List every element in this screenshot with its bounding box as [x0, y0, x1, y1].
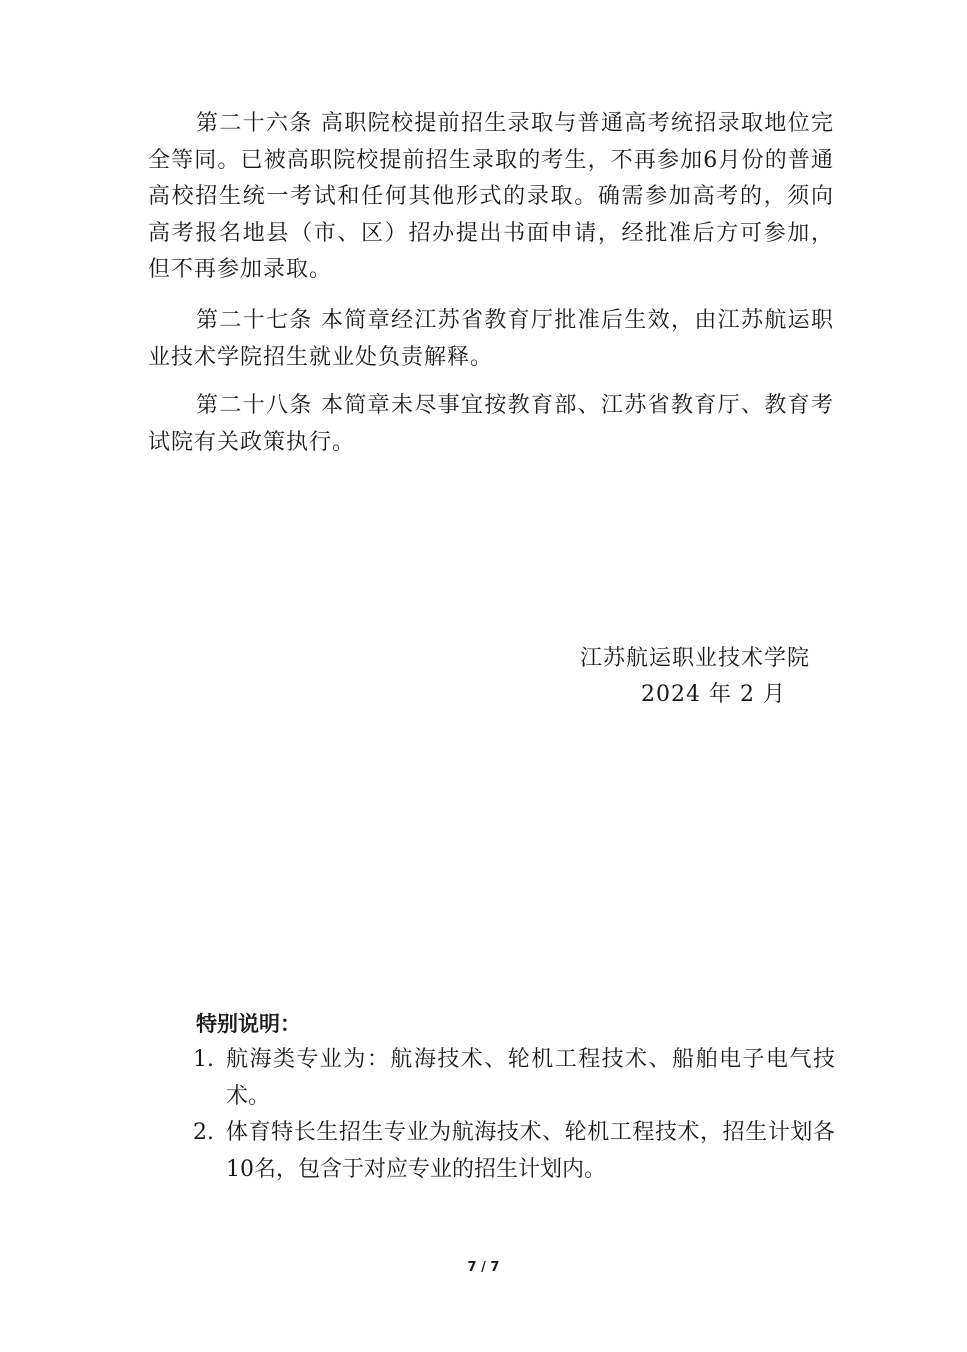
list-item [193, 1042, 835, 1115]
signature-organization: 江苏航运职业技术学院 [580, 646, 811, 671]
signature-date: 2024 年 2 月 [641, 682, 786, 707]
article-26: 第二十六条 高职院校提前招生录取与普通高考统招录取地位完全等同。已被高职院校提前招生录取的考生，不再参加6月份的普通高校招生统一考试和任何其他形式的录取。确需参加高考的，须向高考报名地县（市、区）招办提出书面申请，经批准后方可参加，但不再参加录取。 [148, 111, 834, 282]
article-27: 第二十七条 本简章经江苏省教育厅批准后生效，由江苏航运职业技术学院招生就业处负责解释。 [148, 308, 834, 370]
notes-list [193, 1042, 835, 1188]
notes-title: 特别说明： [196, 1012, 301, 1036]
list-item [193, 1115, 835, 1188]
note-number: 2. [193, 1120, 214, 1145]
page-number: 7 / 7 [467, 1260, 500, 1275]
note-text: 航海类专业为：航海技术、轮机工程技术、船舶电子电气技术。 [226, 1047, 835, 1109]
note-number: 1. [193, 1047, 214, 1072]
article-28: 第二十八条 本简章未尽事宜按教育部、江苏省教育厅、教育考试院有关政策执行。 [148, 393, 834, 455]
note-text: 体育特长生招生专业为航海技术、轮机工程技术，招生计划各10名，包含于对应专业的招生计划内。 [226, 1120, 835, 1182]
